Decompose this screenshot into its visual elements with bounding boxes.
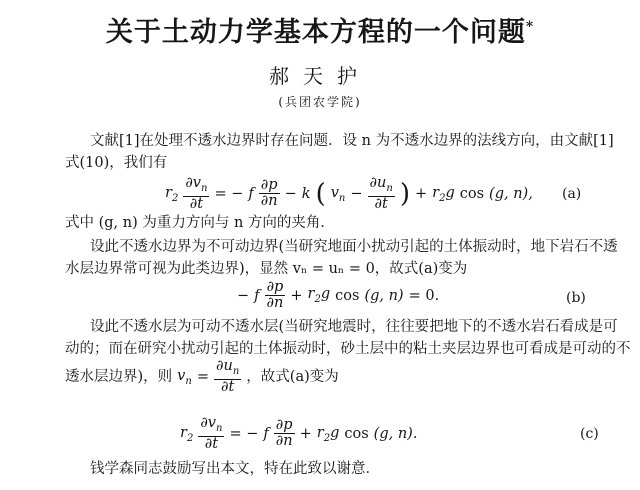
paragraph-4-line-3: 透水层边界)，则 $v_n$ = $\frac{\partial u_n}{\partial t}$ ，故式(a)变为	[65, 358, 339, 395]
fraction-dp-dn-b: $\frac{\partial p}{\partial n}$	[266, 279, 284, 311]
author-name: 郝天护	[269, 64, 371, 88]
acknowledgement: 钱学森同志鼓励写出本文，特在此致以谢意．	[90, 461, 380, 477]
equation-b: − f $\frac{\partial p}{\partial n}$ + $r_2g$ cos (g, n) = 0.	[237, 279, 440, 311]
fraction-dvn-dt-c: $\frac{\partial v_n}{\partial t}$	[200, 415, 223, 452]
paper-title	[0, 10, 640, 49]
equation-a-label: (a)	[562, 186, 582, 202]
paragraph-4-line-3-end: ，故式(a)变为	[246, 368, 339, 385]
title-text: 关于土动力学基本方程的一个问题	[105, 17, 526, 48]
paragraph-3-line-2: 水层边界常可视为此类边界)，显然 vₙ = uₙ = 0，故式(a)变为	[65, 261, 468, 277]
paragraph-4-line-3-start: 透水层边界)，则	[65, 368, 173, 385]
fraction-dp-dn-c: $\frac{\partial p}{\partial n}$	[275, 417, 293, 450]
fraction-dvn-dt: $\frac{\partial v_n}{\partial t}$	[185, 175, 208, 212]
fraction-dun-dt: $\frac{\partial u_n}{\partial t}$	[369, 175, 393, 212]
fraction-dun-dt-inline: $\frac{\partial u_n}{\partial t}$	[215, 358, 240, 395]
equation-a: $r_2$ $\frac{\partial v_n}{\partial t}$ = − f $\frac{\partial p}{\partial n}$ − k ( $v_n$ − $\frac{\partial u_n}{\partial t}$ ) + $r_2g$ cos (g, n),	[165, 175, 533, 212]
paragraph-1-line-1: 文献[1]在处理不透水边界时存在问题．设 n 为不透水边界的法线方向，由文献[1]	[90, 133, 614, 149]
fraction-dp-dn: $\frac{\partial p}{\partial n}$	[260, 177, 278, 210]
equation-c: $r_2$ $\frac{\partial v_n}{\partial t}$ = − f $\frac{\partial p}{\partial n}$ + $r_2g$ cos (g, n).	[180, 415, 418, 452]
paragraph-3-line-1: 设此不透水边界为不可动边界(当研究地面小扰动引起的土体振动时，地下岩石不透	[90, 239, 618, 255]
equation-b-label: (b)	[566, 290, 586, 306]
equation-c-label: (c)	[580, 426, 599, 442]
paragraph-2-line-1: 式中 (g, n) 为重力方向与 n 方向的夹角．	[65, 215, 335, 231]
author-affiliation: (兵团农学院)	[278, 95, 362, 109]
paragraph-4-line-2: 动的；而在研究小扰动引起的土体振动时，砂土层中的粘土夹层边界也可看成是可动的不	[65, 341, 631, 357]
footnote-mark: *	[525, 19, 535, 35]
paragraph-4-line-1: 设此不透水层为可动不透水层(当研究地震时，往往要把地下的不透水岩石看成是可	[90, 319, 618, 335]
paragraph-1-line-2: 式(10)，我们有	[65, 155, 168, 171]
